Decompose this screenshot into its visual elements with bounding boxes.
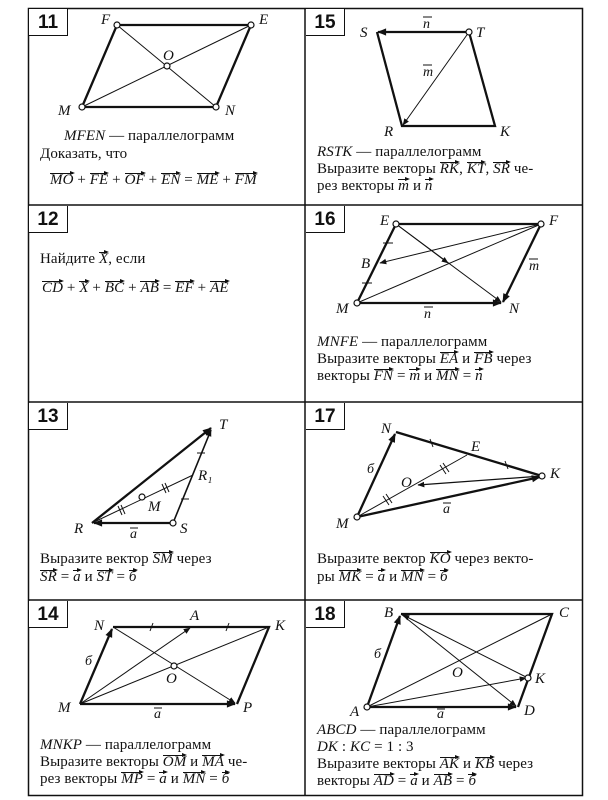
label-B: B <box>361 256 371 272</box>
figure-name: MNFE <box>317 334 359 350</box>
problem-number: 18 <box>306 601 345 628</box>
figure-name: KC <box>350 739 371 755</box>
text-segment: — параллелограмм <box>352 144 482 160</box>
vector-notation: EN <box>161 172 181 188</box>
vector-notation: KO <box>429 551 451 567</box>
label-N: N <box>94 618 105 634</box>
problem-text <box>64 128 234 145</box>
label-N: N <box>381 421 392 437</box>
vector-notation: BC <box>104 280 125 296</box>
text-segment: + <box>124 280 141 296</box>
text-segment: Выразите векторы <box>317 161 440 177</box>
text-segment: + <box>108 172 125 188</box>
vector-notation: SM <box>152 551 173 567</box>
label-E: E <box>259 12 269 28</box>
problem-formula <box>50 172 257 189</box>
text-segment: + <box>73 172 90 188</box>
label-vector-a: a <box>443 502 450 517</box>
label-R: R <box>74 521 84 537</box>
text-segment: Выразите векторы <box>317 351 440 367</box>
label-R1: R₁ <box>198 468 213 484</box>
text-segment: че- <box>510 161 534 177</box>
problem-number: 17 <box>306 403 345 430</box>
text-segment: и <box>420 368 437 384</box>
vector-notation: AB <box>433 773 453 789</box>
problem-text <box>40 737 211 754</box>
text-segment: = <box>452 773 469 789</box>
figure-name: DK <box>317 739 339 755</box>
text-segment: и <box>166 771 183 787</box>
vector-notation: KB <box>475 756 495 772</box>
problem-text <box>317 739 414 756</box>
label-B: B <box>384 605 394 621</box>
text-segment: ры <box>317 569 339 585</box>
text-segment: Выразите вектор <box>317 551 430 567</box>
label-E: E <box>380 213 390 229</box>
text-segment: + <box>218 172 235 188</box>
vector-notation: SR <box>493 161 511 177</box>
vector-notation: X <box>79 280 89 296</box>
text-segment: Выразите векторы <box>40 754 163 770</box>
label-T: T <box>219 417 228 433</box>
text-segment: = <box>458 368 476 384</box>
label-A: A <box>350 704 360 720</box>
vector-notation: KT <box>466 161 486 177</box>
vector-notation: ME <box>196 172 219 188</box>
vector-notation: MP <box>121 771 144 787</box>
vector-notation: m <box>398 178 410 194</box>
text-segment: = <box>205 771 222 787</box>
text-segment: через <box>172 551 212 567</box>
text-segment: = <box>393 368 410 384</box>
vector-notation: FM <box>234 172 257 188</box>
label-S: S <box>360 25 368 41</box>
vector-notation: a <box>159 771 167 787</box>
text-segment: Доказать, что <box>40 146 128 162</box>
label-K: K <box>550 466 561 482</box>
label-P: P <box>243 700 253 716</box>
label-O: O <box>401 475 412 491</box>
text-segment: — параллелограмм <box>82 737 212 753</box>
problem-text <box>40 569 137 586</box>
problem-text <box>317 773 476 790</box>
vector-notation: n <box>475 368 483 384</box>
label-N: N <box>509 301 520 317</box>
problem-text <box>40 754 247 771</box>
label-vector-n: n <box>424 307 431 322</box>
text-segment: и <box>458 351 475 367</box>
label-M: M <box>58 700 71 716</box>
diagram-15 <box>377 29 495 126</box>
problem-text <box>317 351 532 368</box>
text-segment: — параллелограмм <box>358 334 488 350</box>
problem-number: 15 <box>306 9 345 36</box>
problem-text <box>40 251 146 268</box>
label-vector-a: a <box>130 527 137 542</box>
text-segment: + <box>144 172 162 188</box>
label-K: K <box>500 124 511 140</box>
text-segment: = <box>393 773 411 789</box>
problem-text <box>40 551 212 568</box>
vector-notation: ST <box>96 569 113 585</box>
label-vector-m: m <box>529 259 540 274</box>
label-R: R <box>384 124 394 140</box>
problem-number: 14 <box>29 601 68 628</box>
vector-notation: AD <box>373 773 394 789</box>
text-segment: Выразите векторы <box>317 756 440 772</box>
diagram-16 <box>354 221 544 306</box>
text-segment: и <box>385 569 402 585</box>
label-vector-b: б <box>374 647 382 662</box>
vector-notation: FE <box>89 172 109 188</box>
problem-text <box>40 771 229 788</box>
problem-number: 13 <box>29 403 68 430</box>
label-S: S <box>180 521 188 537</box>
vector-notation: EA <box>439 351 459 367</box>
label-M: M <box>336 301 349 317</box>
problem-text <box>317 368 483 385</box>
label-T: T <box>476 25 485 41</box>
problem-text <box>317 161 533 178</box>
text-segment: = <box>361 569 378 585</box>
problem-number: 16 <box>306 206 345 233</box>
problem-text <box>317 334 487 351</box>
label-K: K <box>275 618 286 634</box>
text-segment: = <box>159 280 176 296</box>
vector-notation: OM <box>162 754 187 770</box>
problem-text <box>317 569 448 586</box>
text-segment: = <box>143 771 160 787</box>
label-O: O <box>166 671 177 687</box>
vector-notation: m <box>409 368 421 384</box>
vector-notation: б <box>468 773 477 789</box>
vector-notation: AK <box>439 756 460 772</box>
problem-text <box>317 756 533 773</box>
vector-notation: MN <box>436 368 459 384</box>
text-segment: рез векторы <box>317 178 399 194</box>
figure-name: MFEN <box>64 128 106 144</box>
text-segment: Выразите вектор <box>40 551 153 567</box>
vector-notation: MK <box>338 569 362 585</box>
vector-notation: a <box>73 569 81 585</box>
label-O: O <box>452 665 463 681</box>
label-F: F <box>549 213 559 229</box>
text-segment: + <box>63 280 80 296</box>
text-segment: и <box>409 178 425 194</box>
label-D: D <box>524 703 535 719</box>
diagram-11 <box>79 22 254 110</box>
vector-notation: n <box>424 178 433 194</box>
problem-number: 12 <box>29 206 68 233</box>
label-M: M <box>336 516 349 532</box>
label-vector-b: б <box>85 654 93 669</box>
vector-notation: б <box>440 569 448 585</box>
text-segment: = <box>112 569 129 585</box>
text-segment: и <box>80 569 97 585</box>
label-vector-a: a <box>154 707 161 722</box>
vector-notation: MA <box>202 754 225 770</box>
text-segment: че- <box>224 754 248 770</box>
problem-text <box>317 144 482 161</box>
text-segment: и <box>186 754 203 770</box>
text-segment: + <box>193 280 211 296</box>
label-vector-a: a <box>437 707 444 722</box>
text-segment: Найдите <box>40 251 99 267</box>
text-segment: рез векторы <box>40 771 122 787</box>
label-N: N <box>225 103 236 119</box>
problem-text <box>317 722 486 739</box>
vector-notation: AB <box>140 280 160 296</box>
label-M: M <box>148 499 161 515</box>
vector-notation: FN <box>373 368 394 384</box>
vector-notation: a <box>410 773 418 789</box>
text-segment: векторы <box>317 368 374 384</box>
vector-notation: FB <box>474 351 493 367</box>
text-segment: через векто- <box>450 551 534 567</box>
text-segment: , если <box>108 251 146 267</box>
label-E: E <box>471 439 481 455</box>
figure-name: ABCD <box>317 722 357 738</box>
text-segment: векторы <box>317 773 374 789</box>
vector-notation: б <box>221 771 230 787</box>
vector-notation: X <box>98 251 109 267</box>
text-segment: через <box>492 351 532 367</box>
vector-notation: a <box>377 569 386 585</box>
label-K: K <box>535 671 546 687</box>
label-M: M <box>58 103 71 119</box>
vector-notation: RK <box>439 161 460 177</box>
text-segment: и <box>459 756 475 772</box>
diagram-18 <box>364 614 552 710</box>
text-segment: — параллелограмм <box>105 128 235 144</box>
problem-number: 11 <box>29 9 68 36</box>
text-segment: = <box>423 569 441 585</box>
label-A: A <box>190 608 200 624</box>
diagram-14 <box>80 623 269 704</box>
problem-text <box>40 146 127 163</box>
text-segment: через <box>494 756 534 772</box>
vector-notation: SR <box>40 569 57 585</box>
text-segment: : <box>338 739 351 755</box>
text-segment: = <box>56 569 74 585</box>
label-vector-n: n <box>423 17 430 32</box>
text-segment: = 1 : 3 <box>370 739 414 755</box>
figure-name: MNKP <box>40 737 83 753</box>
vector-notation: CD <box>42 280 64 296</box>
vector-notation: MN <box>401 569 424 585</box>
text-segment: , <box>459 161 467 177</box>
label-O: O <box>163 48 174 64</box>
vector-notation: MN <box>182 771 206 787</box>
vector-notation: OF <box>124 172 145 188</box>
text-segment: = <box>180 172 197 188</box>
label-C: C <box>559 605 570 621</box>
vector-notation: MO <box>50 172 74 188</box>
text-segment: , <box>485 161 494 177</box>
text-segment: и <box>417 773 434 789</box>
label-vector-b: б <box>367 462 375 477</box>
problem-formula <box>42 280 229 297</box>
label-vector-m: m <box>423 65 434 80</box>
figure-name: RSTK <box>317 144 353 160</box>
text-segment: + <box>88 280 105 296</box>
problem-text <box>317 551 534 568</box>
label-F: F <box>101 12 111 28</box>
vector-notation: б <box>128 569 137 585</box>
vector-notation: AE <box>210 280 229 296</box>
problem-text <box>317 178 433 195</box>
text-segment: — параллелограмм <box>356 722 486 738</box>
vector-notation: EF <box>175 280 194 296</box>
